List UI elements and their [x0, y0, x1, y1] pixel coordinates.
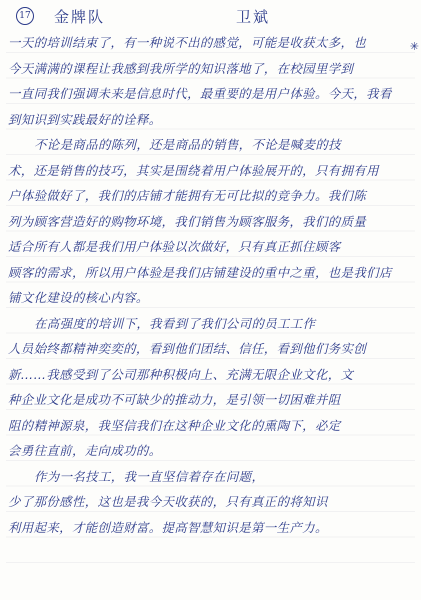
text-line: 利用起来，才能创造财富。提高智慧知识是第一生产力。: [8, 519, 328, 535]
text-line: 一天的培训结束了，有一种说不出的感觉，可能是收获太多，也: [8, 35, 367, 50]
essay-body: [8, 30, 412, 540]
text-line: 新……我感受到了公司那种积极向上、充满无限企业文化，文: [8, 366, 354, 382]
text-line: 适合所有人都是我们用户体验以次做好，只有真正抓住顾客: [8, 239, 341, 254]
text-line: 到知识到实践最好的诠释。: [8, 111, 162, 127]
team-name: 金牌队: [54, 8, 106, 26]
star-mark-icon: ✳: [409, 40, 419, 53]
text-line: 铺文化建设的核心内容。: [8, 290, 149, 305]
text-line: 人员始终都精神奕奕的，看到他们团结、信任，看到他们务实创: [8, 341, 367, 356]
page-header: [10, 4, 411, 28]
text-line: 在高强度的培训下，我看到了我们公司的员工工作: [34, 315, 316, 331]
text-line: 种企业文化是成功不可缺少的推动力，是引领一切困难并阻: [8, 392, 341, 407]
text-line: 少了那份感性，这也是我今天收获的，只有真正的将知识: [8, 494, 328, 509]
author-name: 卫斌: [236, 8, 271, 26]
entry-number-badge: 17: [16, 7, 34, 25]
text-line: 今天满满的课程让我感到我所学的知识落地了，在校园里学到: [8, 60, 354, 76]
text-line: 户体验做好了，我们的店铺才能拥有无可比拟的竞争力。我们陈: [8, 188, 367, 203]
text-line: 顾客的需求，所以用户体验是我们店铺建设的重中之重，也是我们店: [8, 264, 392, 280]
text-line: 阻的精神源泉，我坚信我们在这种企业文化的熏陶下，必定: [8, 417, 341, 433]
text-line: 会勇往直前，走向成功的。: [8, 443, 162, 458]
text-line: 术，还是销售的技巧，其实是围绕着用户体验展开的，只有拥有用: [8, 162, 379, 178]
text-line: 不论是商品的陈列，还是商品的销售，不论是喊麦的技: [34, 137, 341, 152]
text-line: 作为一名技工，我一直坚信着存在问题，: [34, 468, 265, 484]
text-line: 列为顾客营造好的购物环境，我们销售为顾客服务，我们的质量: [8, 213, 367, 229]
text-line: 一直同我们强调未来是信息时代，最重要的是用户体验。今天，我看: [8, 86, 392, 101]
